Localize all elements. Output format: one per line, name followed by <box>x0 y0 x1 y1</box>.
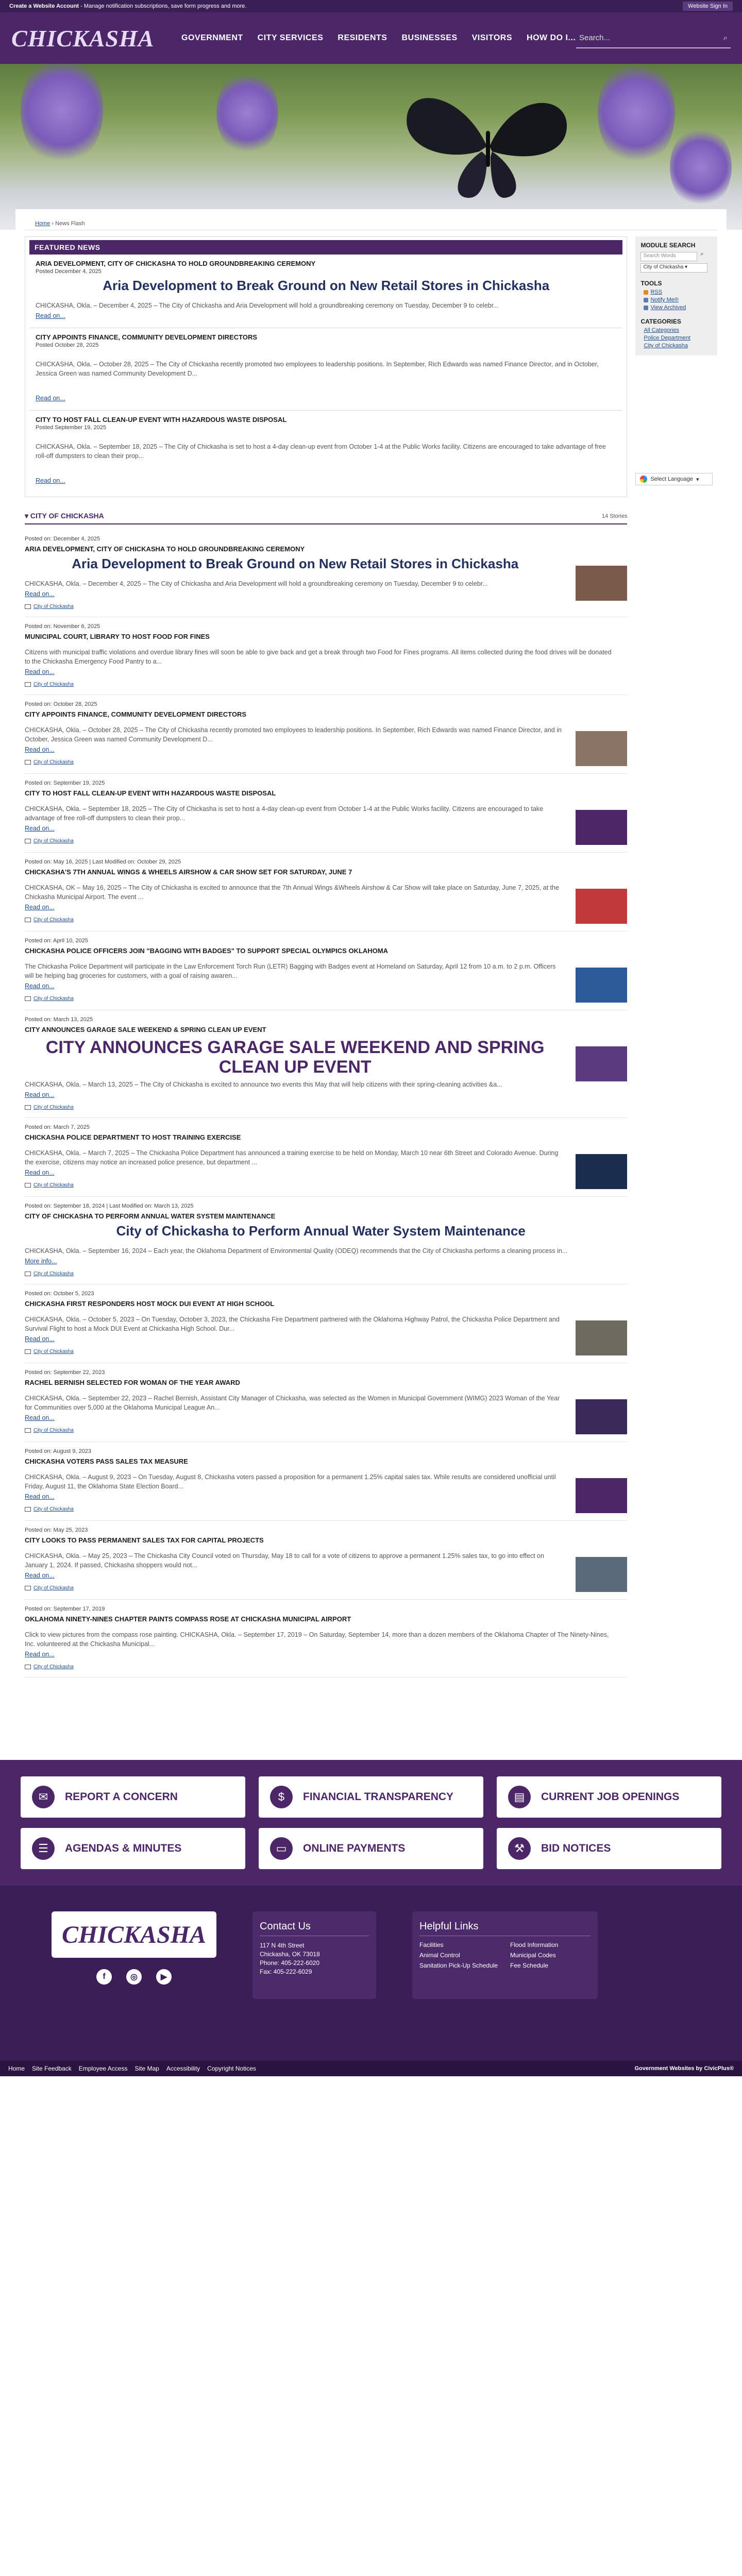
site-header <box>0 12 742 64</box>
news-read-on-link[interactable]: Read on... <box>25 904 55 911</box>
coins-icon: $ <box>270 1786 293 1808</box>
main-nav <box>181 33 576 43</box>
flower-shape <box>216 69 278 157</box>
footer-link-facilities[interactable]: Facilities <box>419 1941 444 1948</box>
module-sidebar <box>635 236 717 355</box>
quick-links-band <box>0 1760 742 1886</box>
news-read-on-link[interactable]: Read on... <box>25 1572 55 1579</box>
news-item-thumbnail[interactable] <box>576 1557 627 1592</box>
category-title: ▾ CITY OF CHICKASHA <box>25 512 104 520</box>
quick-link-label: CURRENT JOB OPENINGS <box>541 1791 680 1803</box>
news-item-thumbnail[interactable] <box>576 968 627 1003</box>
nav-how-do-i[interactable]: HOW DO I... <box>527 33 576 42</box>
category-story-count: 14 Stories <box>601 513 628 519</box>
quick-links-grid <box>21 1776 721 1869</box>
site-footer <box>0 1886 742 2061</box>
footer-logo-box[interactable] <box>52 1911 216 1958</box>
featured-item-summary: CHICKASHA, Okla. – September 18, 2025 – The City of Chickasha is set to host a 4-day clean-up event from October 1-4 at the Public Works facility. Citizens are encouraged to take advantage of free roll-off dumpsters to clean their prop... <box>36 443 606 460</box>
news-item-category[interactable]: City of Chickasha <box>25 1105 565 1110</box>
news-list-item <box>25 774 627 853</box>
gavel-icon: ⚒ <box>508 1837 531 1860</box>
footer-logo: CHICKASHA <box>61 1921 207 1948</box>
credit-card-icon: ▭ <box>270 1837 293 1860</box>
news-read-on-link[interactable]: Read on... <box>25 668 55 675</box>
quick-link-tile[interactable] <box>21 1828 245 1869</box>
featured-item-summary: CHICKASHA, Okla. – October 28, 2025 – The City of Chickasha recently promoted two employees to leadership positions. In September, Rich Edwards was named Finance Director, and in October, Jessica Green was named Community Development D... <box>36 361 599 377</box>
news-item-date: Posted on: May 25, 2023 <box>25 1527 88 1533</box>
category-link-all[interactable]: All Categories <box>644 327 679 333</box>
news-item-date: Posted on: September 19, 2025 <box>25 780 105 786</box>
news-list-item <box>25 1600 627 1677</box>
footer-link-fee-schedule[interactable]: Fee Schedule <box>510 1962 549 1969</box>
news-item-thumbnail[interactable] <box>576 889 627 924</box>
news-item-headline[interactable]: CHICKASHA POLICE OFFICERS JOIN "BAGGING WITH BADGES" TO SUPPORT SPECIAL OLYMPICS OKLAHOMA <box>25 947 388 955</box>
featured-item-date: Posted September 19, 2025 <box>36 425 106 431</box>
footer-link-municipal-codes[interactable]: Municipal Codes <box>510 1952 556 1959</box>
civicplus-credit[interactable]: Government Websites by CivicPlus® <box>634 2065 734 2072</box>
bottom-link-copyright-notices[interactable]: Copyright Notices <box>207 2065 256 2072</box>
quick-link-label: REPORT A CONCERN <box>65 1791 178 1803</box>
category-link-police[interactable]: Police Department <box>644 335 690 341</box>
category-icon <box>25 1349 31 1354</box>
news-item-date: Posted on: May 16, 2025 | Last Modified on: October 29, 2025 <box>25 859 181 865</box>
create-account-text[interactable]: Create a Website Account - Manage notification subscriptions, save form progress and more. <box>9 3 247 9</box>
megaphone-icon: ✉ <box>32 1786 55 1808</box>
news-item-date: Posted on: October 5, 2023 <box>25 1291 94 1297</box>
footer-link-animal-control[interactable]: Animal Control <box>419 1952 460 1959</box>
news-item-summary: CHICKASHA, Okla. – September 18, 2025 – The City of Chickasha is set to host a 4-day clean-up event from October 1-4 at the Public Works facility. Citizens are encouraged to take advantage of free roll-off dumpsters to clean their prop... <box>25 805 544 822</box>
news-item-date: Posted on: November 6, 2025 <box>25 623 100 630</box>
news-read-on-link[interactable]: Read on... <box>25 1335 55 1343</box>
news-item-category[interactable]: City of Chickasha <box>25 604 565 609</box>
featured-item-headline[interactable]: CITY TO HOST FALL CLEAN-UP EVENT WITH HAZARDOUS WASTE DISPOSAL <box>36 416 287 423</box>
news-item-summary: CHICKASHA, Okla. – August 9, 2023 – On Tuesday, August 8, Chickasha voters passed a proposition for a permanent 1.25% capital sales tax. While results are considered unofficial until Friday, August 11, the Oklahoma State Election Board... <box>25 1473 556 1490</box>
news-item-headline[interactable]: CITY LOOKS TO PASS PERMANENT SALES TAX FOR CAPITAL PROJECTS <box>25 1536 264 1544</box>
helpful-links-card <box>412 1911 598 1999</box>
bottom-link-accessibility[interactable]: Accessibility <box>166 2065 200 2072</box>
news-item-thumbnail[interactable] <box>576 566 627 601</box>
news-read-on-link[interactable]: Read on... <box>25 590 55 598</box>
quick-link-label: ONLINE PAYMENTS <box>303 1842 406 1854</box>
news-item-summary: CHICKASHA, Okla. – March 7, 2025 – The Chickasha Police Department has announced a training exercise to be held on Monday, March 10 near 6th Street and Colorado Avenue. During the exercise, citizens may notice an increased police presence, but department ... <box>25 1149 559 1166</box>
category-select[interactable]: City of Chickasha ▾ <box>640 263 707 273</box>
news-list-item <box>25 617 627 695</box>
contact-us-card <box>252 1911 376 1999</box>
category-icon <box>25 1272 31 1276</box>
category-icon <box>25 1507 31 1512</box>
rss-icon <box>644 290 648 295</box>
news-item-headline[interactable]: CHICKASHA VOTERS PASS SALES TAX MEASURE <box>25 1458 188 1465</box>
site-search-input[interactable] <box>576 28 731 48</box>
news-item-headline[interactable]: CITY ANNOUNCES GARAGE SALE WEEKEND & SPRING CLEAN UP EVENT <box>25 1026 266 1033</box>
search-icon[interactable]: ⌕ <box>723 33 728 42</box>
category-icon <box>25 1586 31 1590</box>
news-item-summary: The Chickasha Police Department will participate in the Law Enforcement Torch Run (LETR) Bagging with Badges event at Homeland on Saturday, April 12 from 10 a.m. to 2 p.m. Officers will be helping bag groceries for customers, with a goal of raising awaren... <box>25 963 556 979</box>
breadcrumb: Home › News Flash <box>35 221 85 227</box>
news-item-headline[interactable]: CHICKASHA FIRST RESPONDERS HOST MOCK DUI EVENT AT HIGH SCHOOL <box>25 1300 275 1308</box>
contact-address-line2: Chickasha, OK 73018 <box>260 1951 320 1958</box>
nav-visitors[interactable]: VISITORS <box>471 33 513 42</box>
envelope-icon <box>644 298 648 302</box>
google-icon <box>640 476 647 483</box>
category-icon <box>25 1183 31 1188</box>
bottom-link-employee-access[interactable]: Employee Access <box>78 2065 128 2072</box>
breadcrumb-home-link[interactable]: Home <box>35 221 50 227</box>
news-item-date: Posted on: September 22, 2023 <box>25 1369 105 1376</box>
news-item-headline[interactable]: CITY TO HOST FALL CLEAN-UP EVENT WITH HAZARDOUS WASTE DISPOSAL <box>25 789 276 797</box>
news-list-item <box>25 1521 627 1600</box>
footer-link-flood-information[interactable]: Flood Information <box>510 1941 559 1948</box>
news-item-thumbnail[interactable] <box>576 1399 627 1434</box>
quick-link-tile[interactable] <box>497 1828 721 1869</box>
contact-heading: Contact Us <box>260 1921 369 1936</box>
featured-read-on-link[interactable]: Read on... <box>36 477 65 484</box>
document-icon: ☰ <box>32 1837 55 1860</box>
category-icon <box>25 1105 31 1110</box>
news-item-category[interactable]: City of Chickasha <box>25 1428 565 1433</box>
news-read-on-link[interactable]: Read on... <box>25 825 55 832</box>
language-select[interactable]: Select Language ▾ <box>635 473 713 485</box>
category-icon <box>25 604 31 609</box>
website-sign-in-button[interactable]: Website Sign In <box>683 2 733 11</box>
helpful-links-heading: Helpful Links <box>419 1921 591 1936</box>
news-item-category[interactable]: City of Chickasha <box>25 759 565 765</box>
news-item-date: Posted on: March 7, 2025 <box>25 1124 90 1130</box>
categories-heading: CATEGORIES <box>640 318 681 325</box>
breadcrumb-current: News Flash <box>55 221 85 227</box>
chevron-down-icon: ▾ <box>685 264 688 270</box>
news-item-summary: CHICKASHA, Okla. – October 28, 2025 – The City of Chickasha recently promoted two employees to leadership positions. In September, Rich Edwards was named Finance Director, and in October, Jessica Green was named Community Development D... <box>25 726 562 743</box>
tools-heading: TOOLS <box>640 280 662 287</box>
news-item-summary: CHICKASHA, OK – May 16, 2025 – The City of Chickasha is excited to announce that the 7th Annual Wings &Wheels Airshow & Car Show will take place on Saturday, June 7, 2025, at the Chickasha Municipal Airport. The event ... <box>25 884 559 901</box>
nav-residents[interactable]: RESIDENTS <box>338 33 387 42</box>
news-read-on-link[interactable]: More info... <box>25 1258 57 1265</box>
news-item-summary: CHICKASHA, Okla. – October 5, 2023 – On Tuesday, October 3, 2023, the Chickasha Fire Department partnered with the Oklahoma Highway Patrol, the Chickasha Police Department and Survival Flight to host a Mock DUI Event at Chickasha High School. Dur... <box>25 1316 560 1332</box>
category-icon <box>25 996 31 1001</box>
nav-government[interactable]: GOVERNMENT <box>181 33 243 42</box>
tool-notify-me-link[interactable]: Notify Me® <box>644 297 712 303</box>
news-item-category[interactable]: City of Chickasha <box>25 838 565 844</box>
tool-rss-link[interactable]: RSS <box>644 289 712 295</box>
news-item-big-title: Aria Development to Break Ground on New Retail Stores in Chickasha <box>72 556 519 571</box>
news-read-on-link[interactable]: Read on... <box>25 1493 55 1500</box>
contact-phone[interactable]: Phone: 405-222-6020 <box>260 1959 320 1967</box>
news-item-thumbnail[interactable] <box>576 1154 627 1189</box>
news-item-headline[interactable]: CHICKASHA POLICE DEPARTMENT TO HOST TRAINING EXERCISE <box>25 1133 241 1141</box>
bottom-link-site-feedback[interactable]: Site Feedback <box>32 2065 72 2072</box>
news-list-item <box>25 853 627 931</box>
category-header[interactable] <box>25 509 627 524</box>
news-item-big-title: City of Chickasha to Perform Annual Water System Maintenance <box>116 1223 526 1239</box>
flower-shape <box>670 126 732 208</box>
nav-businesses[interactable]: BUSINESSES <box>401 33 458 42</box>
news-item-summary: CHICKASHA, Okla. – September 22, 2023 – Rachel Bernish, Assistant City Manager of Chickasha, was selected as the Women in Municipal Government (WIMG) 2023 Woman of the Year for Communities over 5,000 at the Oklahoma Municipal League An... <box>25 1395 560 1411</box>
facebook-icon[interactable]: f <box>96 1969 112 1985</box>
news-list-item <box>25 931 627 1010</box>
news-item-big-title: CITY ANNOUNCES GARAGE SALE WEEKEND AND SPRING CLEAN UP EVENT <box>45 1038 545 1077</box>
category-icon <box>25 839 31 843</box>
contact-address-line1: 117 N 4th Street <box>260 1942 305 1949</box>
right-sidebar <box>635 236 717 1677</box>
module-search-input[interactable]: Search Words <box>640 252 697 261</box>
news-item-summary: CHICKASHA, Okla. – March 13, 2025 – The City of Chickasha is excited to announce two events this May that will help citizens with their spring-cleaning activities &a... <box>25 1081 502 1088</box>
news-item-thumbnail[interactable] <box>576 810 627 845</box>
news-item-category[interactable]: City of Chickasha <box>25 1271 617 1277</box>
bottom-link-strip <box>0 2061 742 2076</box>
top-utility-bar <box>0 0 742 12</box>
news-item-category[interactable]: City of Chickasha <box>25 1585 565 1591</box>
flower-shape <box>598 64 675 167</box>
featured-read-on-link[interactable]: Read on... <box>36 312 65 319</box>
featured-news-box <box>25 236 627 497</box>
news-read-on-link[interactable]: Read on... <box>25 1091 55 1098</box>
footer-link-sanitation-schedule[interactable]: Sanitation Pick-Up Schedule <box>419 1962 498 1969</box>
category-icon <box>25 918 31 922</box>
featured-item-headline[interactable]: CITY APPOINTS FINANCE, COMMUNITY DEVELOPMENT DIRECTORS <box>36 333 257 341</box>
news-list-item <box>25 1284 627 1363</box>
news-item-headline[interactable]: CITY OF CHICKASHA TO PERFORM ANNUAL WATER SYSTEM MAINTENANCE <box>25 1212 276 1220</box>
news-read-on-link[interactable]: Read on... <box>25 1414 55 1421</box>
news-item-thumbnail[interactable] <box>576 731 627 766</box>
news-item-headline[interactable]: RACHEL BERNISH SELECTED FOR WOMAN OF THE YEAR AWARD <box>25 1379 240 1386</box>
news-list-item <box>25 530 627 617</box>
category-icon <box>25 1428 31 1433</box>
site-logo[interactable]: CHICKASHA <box>11 25 155 52</box>
featured-item <box>29 328 622 411</box>
news-main-column <box>25 236 627 1677</box>
news-item-category[interactable]: City of Chickasha <box>25 1664 617 1670</box>
news-list-item <box>25 1010 627 1118</box>
quick-link-tile[interactable] <box>497 1776 721 1818</box>
category-icon <box>25 760 31 765</box>
hero-banner-image <box>0 64 742 230</box>
bottom-link-site-map[interactable]: Site Map <box>134 2065 159 2072</box>
news-read-on-link[interactable]: Read on... <box>25 982 55 990</box>
bottom-link-home[interactable]: Home <box>8 2065 25 2072</box>
quick-link-label: FINANCIAL TRANSPARENCY <box>303 1791 454 1803</box>
news-item-headline[interactable]: CHICKASHA'S 7TH ANNUAL WINGS & WHEELS AIRSHOW & CAR SHOW SET FOR SATURDAY, JUNE 7 <box>25 868 352 876</box>
quick-link-label: BID NOTICES <box>541 1842 611 1854</box>
news-item-date: Posted on: March 13, 2025 <box>25 1016 93 1023</box>
category-icon <box>25 682 31 687</box>
news-item-summary: CHICKASHA, Okla. – December 4, 2025 – The City of Chickasha and Aria Development will hold a groundbreaking ceremony on Tuesday, December 9 to celebr... <box>25 580 488 587</box>
news-item-date: Posted on: September 18, 2024 | Last Modified on: March 13, 2025 <box>25 1203 194 1209</box>
featured-read-on-link[interactable]: Read on... <box>36 395 65 402</box>
nav-city-services[interactable]: CITY SERVICES <box>257 33 324 42</box>
news-item-headline[interactable]: CITY APPOINTS FINANCE, COMMUNITY DEVELOPMENT DIRECTORS <box>25 710 246 718</box>
butterfly-illustration <box>402 84 572 203</box>
chevron-down-icon: ▾ <box>696 476 699 483</box>
briefcase-icon: ▤ <box>508 1786 531 1808</box>
news-item-category[interactable]: City of Chickasha <box>25 1506 565 1512</box>
site-search-placeholder: Search... <box>579 33 611 42</box>
news-item-headline[interactable]: ARIA DEVELOPMENT, CITY OF CHICKASHA TO HOLD GROUNDBREAKING CEREMONY <box>25 545 305 553</box>
page-content <box>15 209 727 1693</box>
news-item-summary: Click to view pictures from the compass rose painting. CHICKASHA, Okla. – September 17, 2019 – On Saturday, September 14, more than a dozen members of the Oklahoma Chapter of The Ninety-Nines, Inc. volunteered at the Chickasha Municipal... <box>25 1631 609 1648</box>
quick-link-tile[interactable] <box>259 1828 483 1869</box>
featured-item-summary: CHICKASHA, Okla. – December 4, 2025 – The City of Chickasha and Aria Development will hold a groundbreaking ceremony on Tuesday, December 9 to celebr... <box>36 302 499 309</box>
news-item-thumbnail[interactable] <box>576 1046 627 1081</box>
news-item-category[interactable]: City of Chickasha <box>25 1182 565 1188</box>
featured-item <box>29 255 622 328</box>
contact-fax: Fax: 405-222-6029 <box>260 1968 312 1975</box>
news-item-thumbnail[interactable] <box>576 1320 627 1355</box>
news-item-category[interactable]: City of Chickasha <box>25 917 565 923</box>
news-item-date: Posted on: August 9, 2023 <box>25 1448 92 1454</box>
module-search-heading: MODULE SEARCH <box>640 242 696 249</box>
news-item-summary: CHICKASHA, Okla. – May 25, 2023 – The Chickasha City Council voted on Thursday, May 18 to call for a vote of citizens to approve a permanent 1.25% sales tax, to go into effect on January 1, 2024. If passed, Chickasha shoppers would not... <box>25 1552 544 1569</box>
quick-link-tile[interactable] <box>259 1776 483 1818</box>
news-list-item <box>25 1442 627 1521</box>
category-link-city[interactable]: City of Chickasha <box>644 343 688 349</box>
social-links <box>52 1969 216 1985</box>
category-icon <box>25 1665 31 1669</box>
news-list-item <box>25 1118 627 1197</box>
news-item-category[interactable]: City of Chickasha <box>25 1349 565 1354</box>
tool-view-archived-link[interactable]: View Archived <box>644 304 712 311</box>
news-item-date: Posted on: October 28, 2025 <box>25 701 97 707</box>
news-item-headline[interactable]: MUNICIPAL COURT, LIBRARY TO HOST FOOD FOR FINES <box>25 633 210 640</box>
news-item-summary: CHICKASHA, Okla. – September 16, 2024 – Each year, the Oklahoma Department of Environmental Quality (ODEQ) recommends that the City of Chickasha performs a cleaning process in... <box>25 1247 568 1255</box>
news-item-headline[interactable]: OKLAHOMA NINETY-NINES CHAPTER PAINTS COMPASS ROSE AT CHICKASHA MUNICIPAL AIRPORT <box>25 1615 351 1623</box>
quick-link-label: AGENDAS & MINUTES <box>65 1842 182 1854</box>
news-item-date: Posted on: April 10, 2025 <box>25 938 88 944</box>
news-list-item <box>25 695 627 774</box>
news-item-category[interactable]: City of Chickasha <box>25 996 565 1002</box>
quick-link-tile[interactable] <box>21 1776 245 1818</box>
featured-item-date: Posted October 28, 2025 <box>36 342 99 348</box>
featured-item <box>29 411 622 493</box>
news-item-date: Posted on: September 17, 2019 <box>25 1606 105 1612</box>
search-icon[interactable]: ⌕ <box>700 251 704 257</box>
news-list-item <box>25 1197 627 1284</box>
youtube-icon[interactable]: ▶ <box>156 1969 172 1985</box>
featured-item-headline[interactable]: ARIA DEVELOPMENT, CITY OF CHICKASHA TO HOLD GROUNDBREAKING CEREMONY <box>36 260 316 267</box>
featured-item-date: Posted December 4, 2025 <box>36 268 102 275</box>
featured-item-big-title: Aria Development to Break Ground on New Retail Stores in Chickasha <box>103 278 550 293</box>
news-item-date: Posted on: December 4, 2025 <box>25 536 100 542</box>
featured-news-title: FEATURED NEWS <box>29 240 622 255</box>
news-item-thumbnail[interactable] <box>576 1478 627 1513</box>
news-item-summary: Citizens with municipal traffic violations and overdue library fines will soon be able to give back and get a break through two Food for Fines programs. All items collected during the food drives will be donated to the Chickasha Emergency Food Pantry to a... <box>25 649 612 665</box>
news-read-on-link[interactable]: Read on... <box>25 746 55 753</box>
archive-icon <box>644 306 648 310</box>
news-read-on-link[interactable]: Read on... <box>25 1169 55 1176</box>
instagram-icon[interactable]: ◎ <box>126 1969 142 1985</box>
news-read-on-link[interactable]: Read on... <box>25 1651 55 1658</box>
flower-shape <box>21 64 103 167</box>
news-list <box>25 530 627 1677</box>
news-list-item <box>25 1363 627 1442</box>
news-item-category[interactable]: City of Chickasha <box>25 682 617 687</box>
